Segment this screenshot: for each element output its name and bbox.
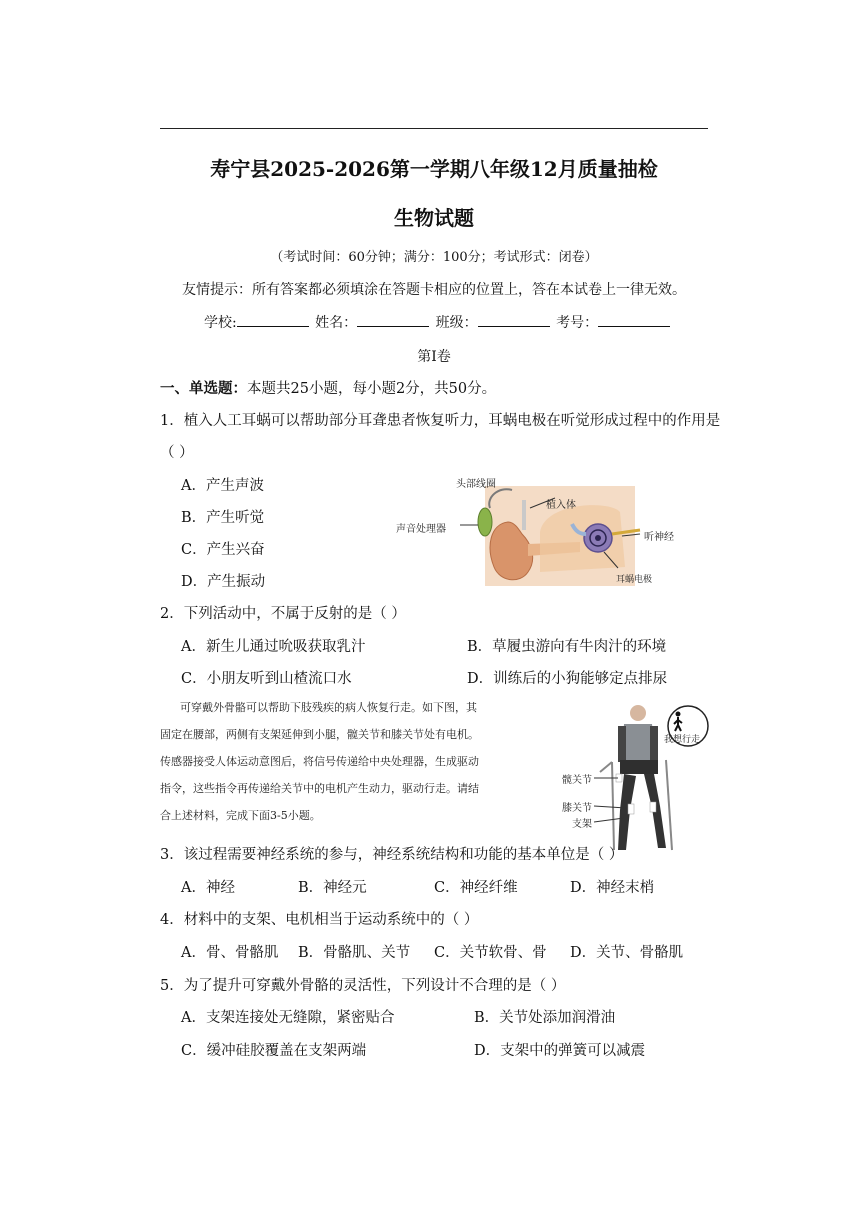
label-hip-joint: 髋关节 [562, 775, 592, 786]
q2-option-d: D．训练后的小狗能够定点排尿 [467, 671, 668, 687]
q1-stem: 1．植入人工耳蜗可以帮助部分耳聋患者恢复听力，耳蜗电极在听觉形成过程中的作用是 [160, 413, 721, 429]
q5-stem: 5．为了提升可穿戴外骨骼的灵活性，下列设计不合理的是（ ） [160, 978, 566, 994]
q4-option-b: B．骨骼肌、关节 [298, 945, 411, 961]
section-desc: 本题共25小题，每小题2分，共50分。 [247, 381, 497, 397]
q2-option-b: B．草履虫游向有牛肉汁的环境 [467, 639, 667, 655]
cochlear-implant-figure [390, 472, 690, 590]
q5-option-c: C．缓冲硅胶覆盖在支架两端 [181, 1043, 367, 1059]
number-label: 考号： [556, 315, 599, 331]
q3-option-b: B．神经元 [298, 880, 367, 896]
student-fields [204, 312, 672, 332]
material-line-1: 可穿戴外骨骼可以帮助下肢残疾的病人恢复行走。如下图，其 [180, 701, 477, 714]
material-line-4: 指令，这些指令再传递给关节中的电机产生动力，驱动行走。请结 [160, 782, 479, 795]
name-blank[interactable] [357, 312, 429, 327]
q5-option-d: D．支架中的弹簧可以减震 [474, 1043, 646, 1059]
q4-option-d: D．关节、骨骼肌 [570, 945, 684, 961]
q1-paren: （ ） [160, 445, 194, 461]
exam-title: 寿宁县2025-2026第一学期八年级12月质量抽检 [210, 157, 658, 181]
school-label: 学校: [204, 315, 237, 331]
top-rule [160, 128, 708, 129]
exam-subtitle: 生物试题 [394, 206, 474, 230]
label-brace: 支架 [572, 819, 592, 830]
label-bubble: 我想行走 [664, 735, 701, 745]
q4-option-c: C．关节软骨、骨 [434, 945, 547, 961]
q2-option-c: C．小朋友听到山楂流口水 [181, 671, 352, 687]
q5-option-b: B．关节处添加润滑油 [474, 1010, 616, 1026]
name-label: 姓名： [315, 315, 358, 331]
volume-label: 第I卷 [417, 349, 451, 365]
q2-option-a: A．新生儿通过吮吸获取乳汁 [181, 639, 366, 655]
material-line-2: 固定在腰部，两侧有支架延伸到小腿，髋关节和膝关节处有电机。 [160, 728, 479, 741]
class-blank[interactable] [478, 312, 550, 327]
q4-option-a: A．骨、骨骼肌 [181, 945, 279, 961]
q1-option-d: D．产生振动 [181, 574, 266, 590]
q5-option-a: A．支架连接处无缝隙，紧密贴合 [181, 1010, 395, 1026]
school-blank[interactable] [237, 312, 309, 327]
section-heading [160, 377, 496, 398]
notice: 友情提示：所有答案都必须填涂在答题卡相应的位置上，答在本试卷上一律无效。 [182, 282, 686, 298]
material-line-5: 合上述材料，完成下面3-5小题。 [160, 809, 321, 822]
q4-stem: 4．材料中的支架、电机相当于运动系统中的（ ） [160, 912, 479, 928]
q3-option-c: C．神经纤维 [434, 880, 518, 896]
label-nerve: 听神经 [644, 532, 674, 543]
label-knee-joint: 膝关节 [562, 803, 592, 814]
class-label: 班级： [435, 315, 478, 331]
section-title: 一、单选题： [160, 380, 247, 397]
number-blank[interactable] [598, 312, 670, 327]
q3-option-d: D．神经末梢 [570, 880, 655, 896]
label-processor: 声音处理器 [396, 524, 446, 535]
q1-option-c: C．产生兴奋 [181, 542, 265, 558]
q3-stem: 3．该过程需要神经系统的参与，神经系统结构和功能的基本单位是（ ） [160, 847, 624, 863]
exam-info: （考试时间：60分钟；满分：100分；考试形式：闭卷） [270, 250, 598, 265]
q3-option-a: A．神经 [181, 880, 235, 896]
label-implant: 植入体 [546, 500, 576, 511]
label-electrode: 耳蜗电极 [616, 575, 653, 585]
material-line-3: 传感器接受人体运动意图后，将信号传递给中央处理器，生成驱动 [160, 755, 479, 768]
q2-stem: 2．下列活动中，不属于反射的是（ ） [160, 606, 406, 622]
q1-option-a: A．产生声波 [181, 478, 264, 494]
q1-option-b: B．产生听觉 [181, 510, 265, 526]
label-head-coil: 头部线圈 [456, 479, 496, 490]
exoskeleton-figure [560, 700, 710, 856]
